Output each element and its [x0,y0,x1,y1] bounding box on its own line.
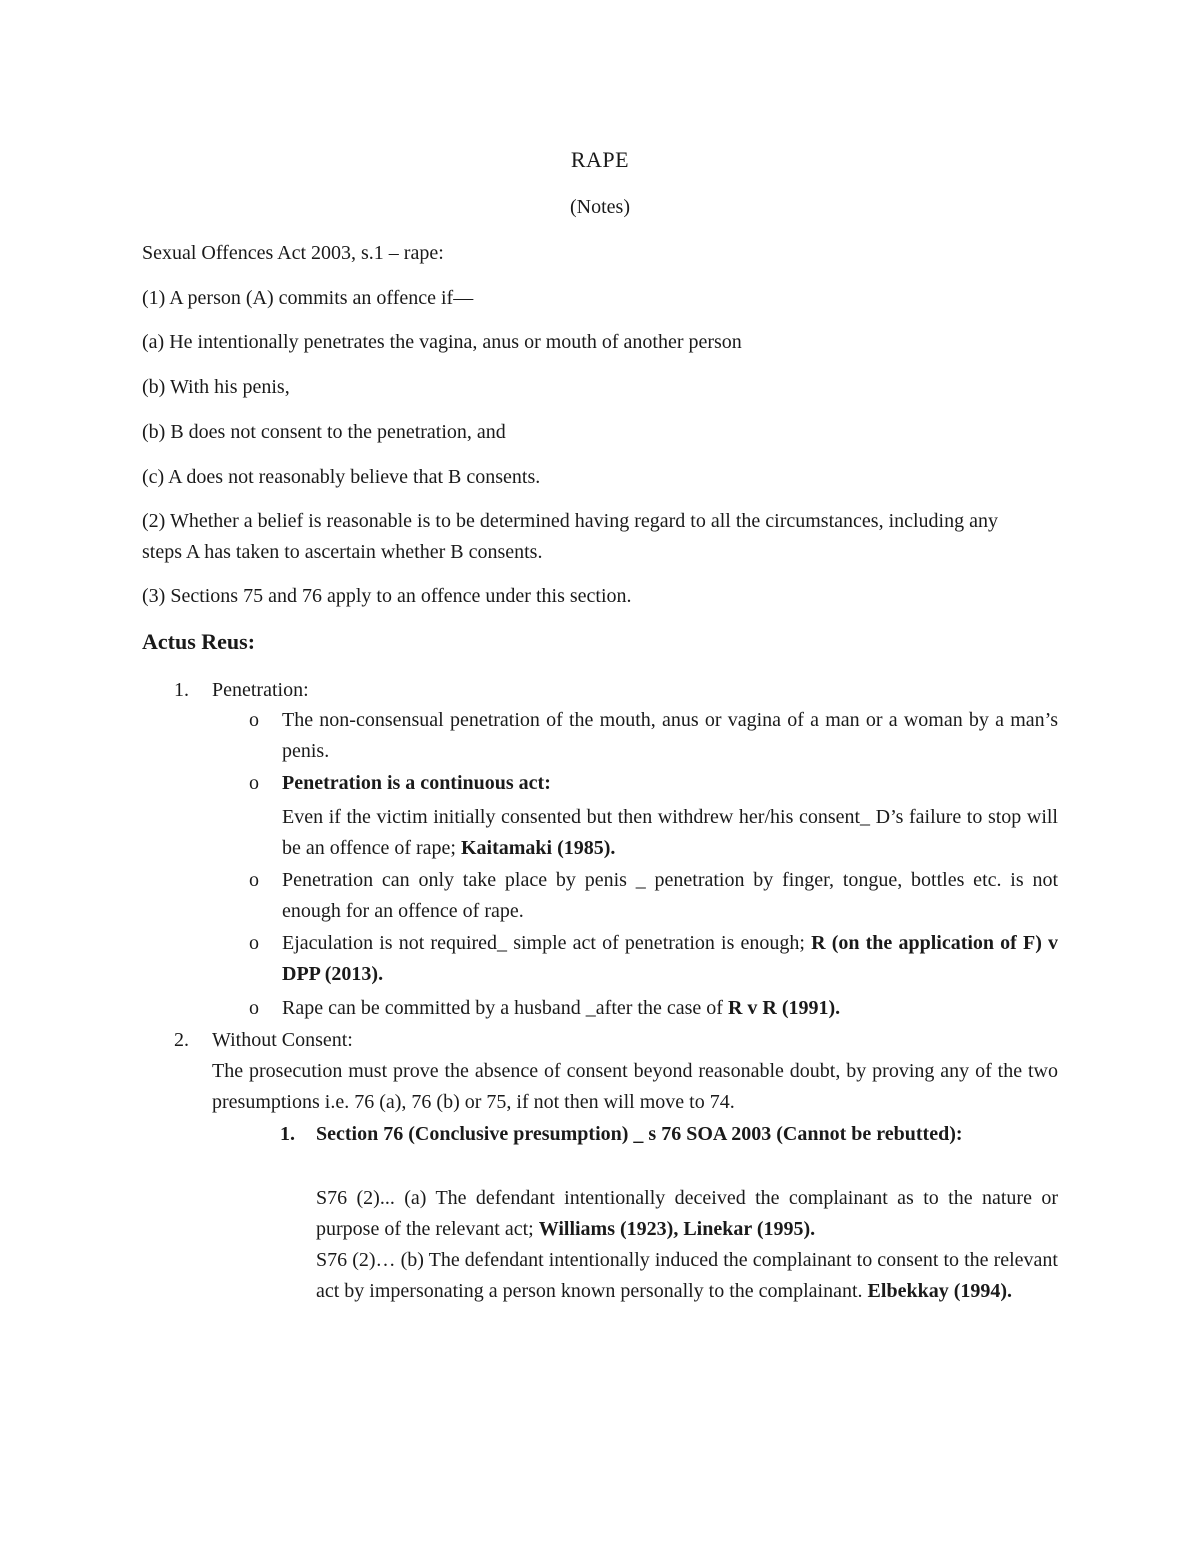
statute-line: (1) A person (A) commits an offence if— [142,287,474,309]
statute-heading: Sexual Offences Act 2003, s.1 – rape: [142,242,444,264]
case-citation: Elbekkay (1994). [867,1280,1013,1302]
statute-line: (b) With his penis, [142,376,290,398]
subitem-bold-heading [282,768,551,799]
statute-line: (a) He intentionally penetrates the vagina, anus or mouth of another person [142,331,742,353]
subsection-paragraph [316,1183,1058,1245]
statute-line: (2) Whether a belief is reasonable is to be determined having regard to all the circumstances, including any steps A has taken to ascertain whether B consents. [142,510,998,563]
subsection-paragraph [316,1245,1058,1307]
case-citation: Williams (1923), Linekar (1995). [538,1218,816,1240]
subsection-heading [316,1119,1058,1150]
document-title: RAPE [570,147,630,172]
list-number: 2. [174,1029,189,1051]
bullet-marker: o [249,932,259,954]
list-subitem: Penetration can only take place by penis _ penetration by finger, tongue, bottles etc. is not enough for an offence of rape. [282,869,1058,922]
bullet-marker: o [249,869,259,891]
list-number: 1. [280,1123,295,1145]
subitem-text: Ejaculation is not required_ simple act of penetration is enough; [282,932,805,954]
case-citation: Kaitamaki (1985). [460,837,616,859]
list-subitem [282,993,1058,1024]
list-item-label: Penetration: [212,679,309,701]
statute-line: (3) Sections 75 and 76 apply to an offence under this section. [142,585,632,607]
statute-line: (b) B does not consent to the penetration, and [142,421,506,443]
case-citation: R v R (1991). [727,997,841,1019]
paragraph-text: S76 (2)… (b) The defendant intentionally induced the complainant to consent to the relevant act by impersonating a person known personally to the complainant. [316,1249,1058,1302]
case-citation: R (on the application of F) v DPP (2013). [282,932,1059,985]
section-heading-actus-reus: Actus Reus: [142,629,256,654]
bold-text: Section 76 (Conclusive presumption) _ s 76 SOA 2003 (Cannot be rebutted): [316,1123,963,1145]
list-subitem [282,802,1058,864]
document-subtitle: (Notes) [570,196,630,218]
list-item-text: The prosecution must prove the absence of consent beyond reasonable doubt, by proving any of the two presumptions i.e. 76 (a), 76 (b) or 75, if not then will move to 74. [212,1060,1058,1113]
subitem-text: Even if the victim initially consented but then withdrew her/his consent_ D’s failure to stop will be an offence of rape; [282,806,1058,859]
statute-line: (c) A does not reasonably believe that B consents. [142,466,541,488]
bullet-marker: o [249,997,259,1019]
list-subitem: The non-consensual penetration of the mouth, anus or vagina of a man or a woman by a man’s penis. [282,709,1058,762]
bullet-marker: o [249,709,259,731]
list-item-label: Without Consent: [212,1029,353,1051]
bullet-marker: o [249,772,259,794]
list-number: 1. [174,679,189,701]
bold-text: Penetration is a continuous act: [282,772,551,794]
list-subitem [282,928,1058,990]
subitem-text: Rape can be committed by a husband _after the case of [282,997,723,1019]
paragraph-text: S76 (2)... (a) The defendant intentionally deceived the complainant as to the nature or purpose of the relevant act; [316,1187,1058,1240]
